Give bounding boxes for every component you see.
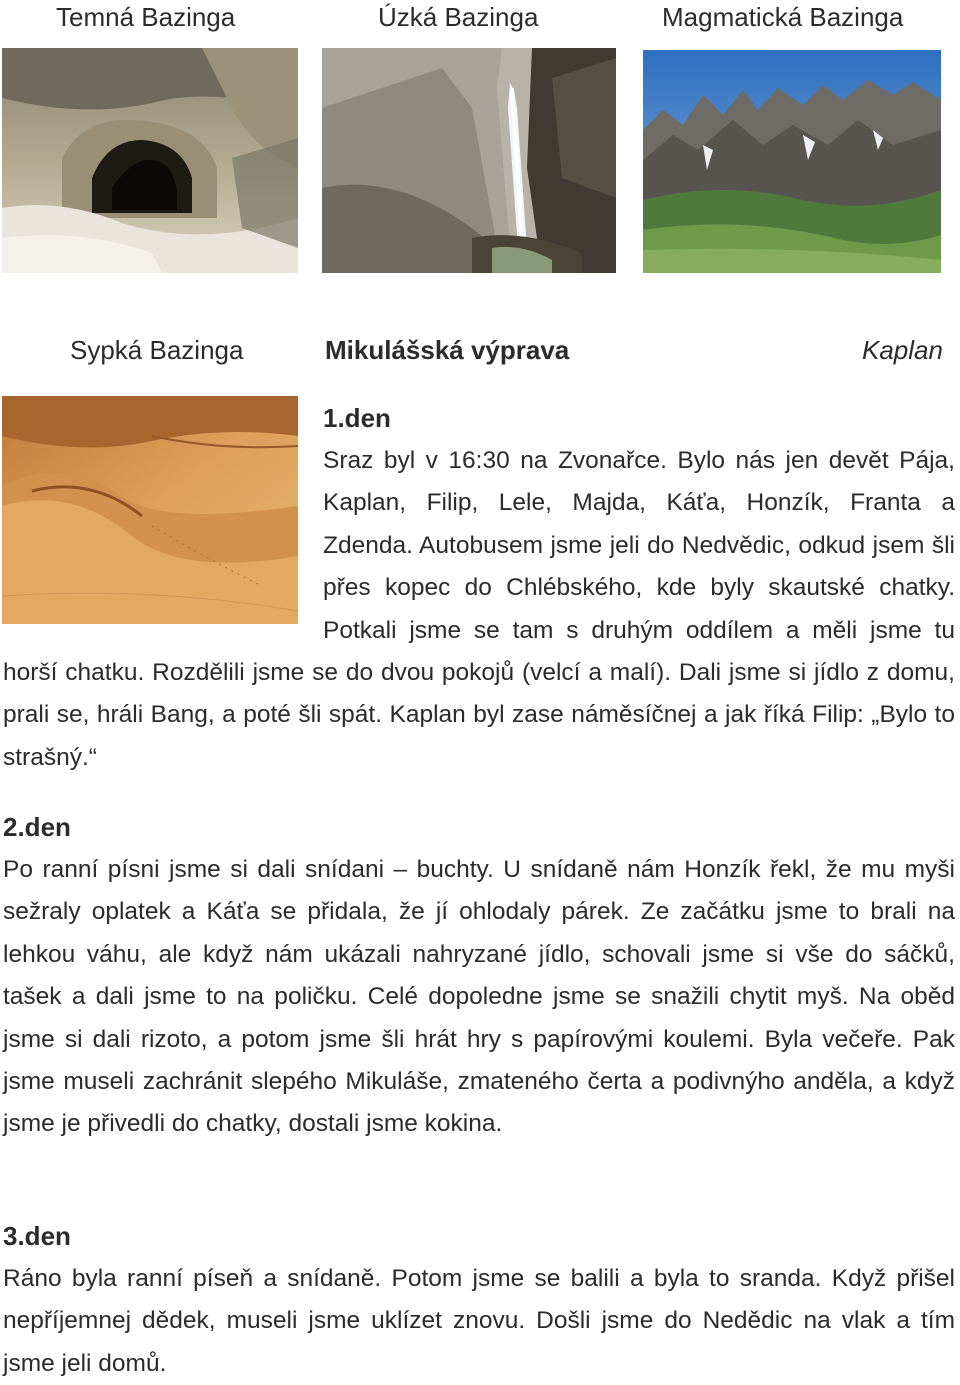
- caption-sand: Sypká Bazinga: [70, 335, 244, 365]
- caption-waterfall: Úzká Bazinga: [378, 2, 539, 32]
- cave-photo: [2, 48, 298, 273]
- day-3-heading: 3.den: [3, 1221, 71, 1251]
- author-name: Kaplan: [862, 335, 943, 365]
- caption-cave: Temná Bazinga: [56, 2, 236, 32]
- day-1-text-content: Sraz byl v 16:30 na Zvonařce. Bylo nás jen devět Pája, Kaplan, Filip, Lele, Majda, Káťa, Honzík, Franta a Zdenda. Autobusem jsme jeli do Nedvědic, odkud jsem šli přes kopec do Chlébského, kde byly skautské chatky. Potkali jsme se tam s druhým oddílem a měli jsme tu horší chatku. Rozdělili jsme se do dvou pokojů (velcí a malí). Dali jsme si jídlo z domu, prali se, hráli Bang, a poté šli spát. Kaplan byl zase náměsíčnej a jak říká Filip: „Bylo to strašný.“: [3, 447, 955, 771]
- day-2-text: Po ranní písni jsme si dali snídani – buchty. U snídaně nám Honzík řekl, že mu myši sežraly oplatek a Káťa se přidala, že jí ohlodaly párek. Ze začátku jsme to brali na lehkou váhu, ale když nám ukázali nahryzané jídlo, schovali jsme si vše do sáčků, tašek a dali jsme to na poličku. Celé dopoledne jsme se snažili chytit myš. Na oběd jsme si dali rizoto, a potom jsme šli hrát hry s papírovými koulemi. Byla večeře. Pak jsme museli zachránit slepého Mikuláše, zmateného čerta a podivnýho anděla, a když jsme je přivedli do chatky, dostali jsme kokina.: [3, 856, 955, 1138]
- day-3-text: Ráno byla ranní píseň a snídaně. Potom jsme se balili a byla to sranda. Když přišel nepříjemnej dědek, museli jsme uklízet znovu. Došli jsme do Nedědic na vlak a tím jsme jeli domů.: [3, 1265, 955, 1377]
- mountains-photo: [643, 50, 941, 273]
- day-2-heading: 2.den: [3, 812, 71, 842]
- day-1-text: [3, 440, 955, 779]
- page-title: Mikulášská výprava: [325, 335, 570, 365]
- caption-mountains: Magmatická Bazinga: [662, 2, 904, 32]
- waterfall-photo: [322, 48, 616, 273]
- day-1-heading: 1.den: [323, 403, 391, 433]
